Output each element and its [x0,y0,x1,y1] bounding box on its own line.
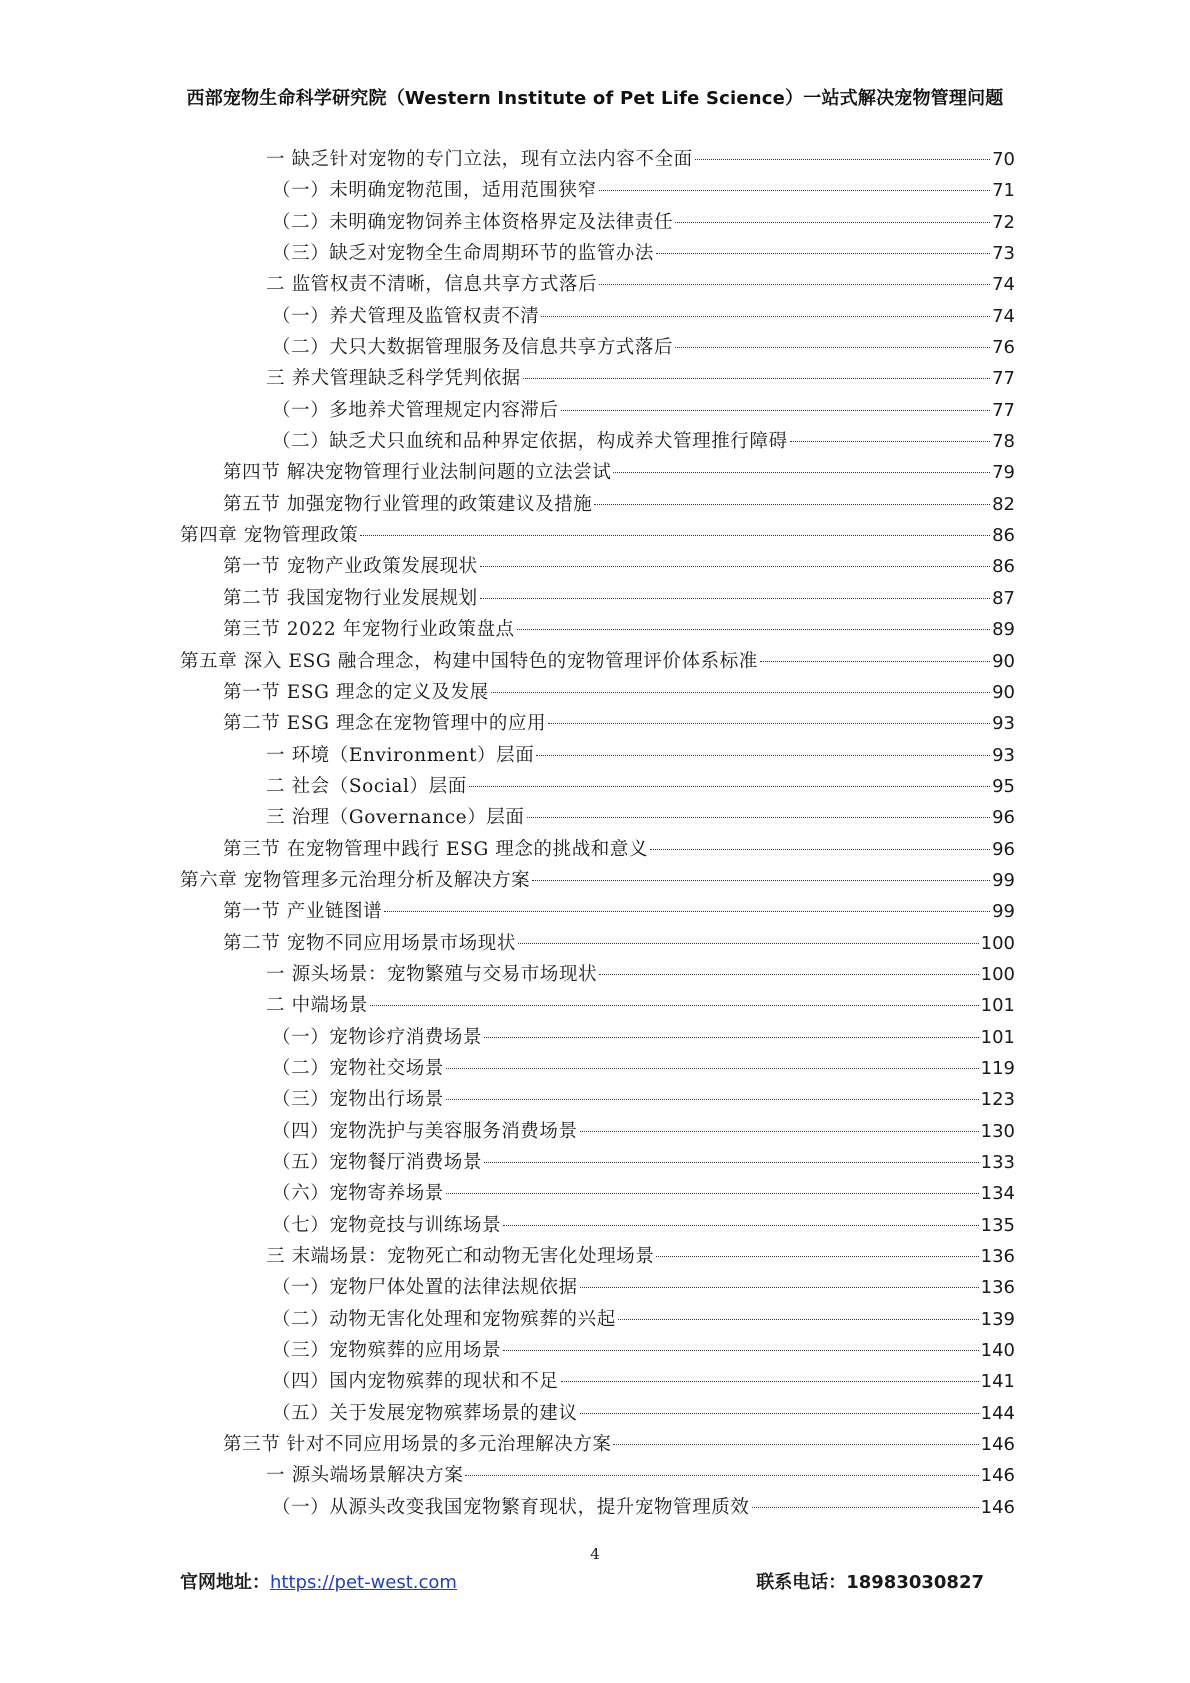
toc-dot-leader [446,1068,979,1069]
toc-entry-title: 三 末端场景：宠物死亡和动物无害化处理场景 [266,1246,655,1268]
toc-entry-page: 146 [980,1465,1015,1487]
toc-entry-title: 第一节 产业链图谱 [223,901,383,923]
toc-entry[interactable] [180,175,1015,206]
toc-dot-leader [580,1287,979,1288]
toc-entry[interactable] [180,1178,1015,1209]
toc-dot-leader [517,629,990,630]
toc-entry-title: （一）多地养犬管理规定内容滞后 [272,399,559,421]
toc-entry-page: 96 [992,807,1015,829]
toc-entry-title: 第四章 宠物管理政策 [180,525,359,547]
toc-entry[interactable] [180,1398,1015,1429]
toc-dot-leader [446,1193,979,1194]
toc-dot-leader [484,1162,979,1163]
toc-entry-page: 74 [992,274,1015,296]
toc-entry-title: （三）宠物出行场景 [272,1089,444,1111]
toc-entry[interactable] [180,1022,1015,1053]
toc-entry-page: 86 [992,525,1015,547]
toc-entry[interactable] [180,301,1015,332]
toc-entry-page: 90 [992,681,1015,703]
toc-entry-title: 第二节 ESG 理念在宠物管理中的应用 [223,713,547,735]
toc-entry[interactable] [180,457,1015,488]
toc-entry-page: 101 [980,1026,1015,1048]
toc-entry-title: 一 缺乏针对宠物的专门立法，现有立法内容不全面 [266,149,693,170]
toc-entry-title: 第五章 深入 ESG 融合理念，构建中国特色的宠物管理评价体系标准 [180,650,758,672]
toc-dot-leader [480,598,990,599]
toc-dot-leader [518,943,979,944]
toc-entry-title: 二 中端场景 [266,995,368,1017]
toc-entry-title: （四）宠物洗护与美容服务消费场景 [272,1120,578,1142]
toc-entry-page: 123 [980,1089,1015,1111]
toc-entry-page: 87 [992,587,1015,609]
toc-entry-title: （二）犬只大数据管理服务及信息共享方式落后 [272,337,674,359]
toc-entry[interactable] [180,928,1015,959]
toc-entry-page: 78 [992,431,1015,453]
page-header: 西部宠物生命科学研究院（Western Institute of Pet Life Science）一站式解决宠物管理问题 [186,88,1004,109]
toc-entry-title: 一 源头场景：宠物繁殖与交易市场现状 [266,963,598,985]
toc-dot-leader [561,410,991,411]
footer-website [180,1568,457,1594]
phone-label: 联系电话： [756,1572,847,1593]
toc-dot-leader [384,911,990,912]
toc-entry[interactable] [180,1116,1015,1147]
toc-entry[interactable] [180,1053,1015,1084]
toc-dot-leader [491,692,990,693]
toc-entry-page: 93 [992,713,1015,735]
website-link[interactable]: https://pet-west.com [270,1572,457,1593]
toc-dot-leader [599,284,990,285]
toc-entry-title: （一）宠物诊疗消费场景 [272,1026,483,1048]
toc-entry-page: 136 [980,1246,1015,1268]
toc-entry-page: 95 [992,775,1015,797]
toc-dot-leader [594,504,990,505]
toc-dot-leader [480,566,990,567]
toc-dot-leader [613,472,990,473]
toc-entry[interactable] [180,990,1015,1021]
toc-entry-page: 139 [980,1308,1015,1330]
page-number: 4 [590,1545,600,1563]
toc-entry-page: 76 [992,337,1015,359]
toc-entry-title: （一）未明确宠物范围，适用范围狭窄 [272,180,597,202]
toc-entry-page: 135 [980,1214,1015,1236]
toc-entry[interactable] [180,583,1015,614]
toc-entry[interactable] [180,614,1015,645]
toc-entry[interactable] [180,238,1015,269]
phone-number: 18983030827 [846,1572,984,1593]
toc-entry-title: （四）国内宠物殡葬的现状和不足 [272,1371,559,1393]
toc-entry[interactable] [180,771,1015,802]
toc-entry-title: （六）宠物寄养场景 [272,1183,444,1205]
toc-entry-title: 第三节 2022 年宠物行业政策盘点 [223,619,515,641]
toc-entry-title: （三）宠物殡葬的应用场景 [272,1340,502,1362]
toc-entry-page: 136 [980,1277,1015,1299]
toc-entry-page: 101 [980,995,1015,1017]
toc-dot-leader [541,316,990,317]
toc-entry-title: 第五节 加强宠物行业管理的政策建议及措施 [223,493,593,515]
toc-entry-page: 99 [992,901,1015,923]
toc-entry-title: 第一节 ESG 理念的定义及发展 [223,681,489,703]
toc-entry[interactable] [180,1429,1015,1460]
toc-entry-title: （二）未明确宠物饲养主体资格界定及法律责任 [272,211,674,233]
toc-dot-leader [503,1225,978,1226]
toc-entry-title: 第三节 在宠物管理中践行 ESG 理念的挑战和意义 [223,838,649,860]
toc-entry-page: 133 [980,1152,1015,1173]
toc-entry[interactable] [180,269,1015,300]
toc-entry[interactable] [180,144,1015,175]
toc-entry[interactable] [180,363,1015,394]
toc-dot-leader [465,1475,978,1476]
toc-entry-page: 100 [980,932,1015,954]
toc-entry-page: 86 [992,556,1015,578]
toc-dot-leader [370,1005,979,1006]
toc-entry-page: 74 [992,305,1015,327]
toc-dot-leader [446,1099,979,1100]
toc-entry-page: 144 [980,1402,1015,1424]
toc-entry-title: （二）缺乏犬只血统和品种界定依据，构成养犬管理推行障碍 [272,431,788,453]
toc-entry-title: 第二节 宠物不同应用场景市场现状 [223,932,516,954]
toc-entry[interactable] [180,1366,1015,1397]
toc-dot-leader [675,347,990,348]
toc-entry[interactable] [180,896,1015,927]
toc-entry-title: 第四节 解决宠物管理行业法制问题的立法尝试 [223,462,612,484]
toc-entry-page: 77 [992,399,1015,421]
toc-dot-leader [503,1350,978,1351]
toc-entry-page: 93 [992,744,1015,766]
toc-entry-page: 141 [980,1371,1015,1393]
toc-dot-leader [360,535,990,536]
toc-entry-page: 79 [992,462,1015,484]
toc-entry-title: （三）缺乏对宠物全生命周期环节的监管办法 [272,243,655,265]
toc-entry[interactable] [180,1147,1015,1178]
toc-entry-title: （五）关于发展宠物殡葬场景的建议 [272,1402,578,1424]
toc-entry-title: （七）宠物竞技与训练场景 [272,1214,502,1236]
toc-dot-leader [527,817,991,818]
toc-entry[interactable] [180,865,1015,896]
toc-entry-page: 82 [992,493,1015,515]
toc-entry[interactable] [180,1304,1015,1335]
toc-dot-leader [618,1319,979,1320]
toc-dot-leader [650,849,990,850]
toc-dot-leader [561,1381,979,1382]
toc-entry[interactable] [180,520,1015,551]
toc-dot-leader [613,1444,978,1445]
toc-entry-page: 77 [992,368,1015,390]
toc-entry-title: （二）宠物社交场景 [272,1057,444,1079]
toc-entry[interactable] [180,332,1015,363]
toc-entry-page: 70 [992,149,1015,170]
toc-dot-leader [484,1037,979,1038]
toc-entry-title: 三 养犬管理缺乏科学凭判依据 [266,368,521,390]
toc-entry-page: 130 [980,1120,1015,1142]
toc-dot-leader [599,974,978,975]
toc-entry[interactable] [180,646,1015,677]
toc-entry[interactable] [180,1460,1015,1491]
toc-entry[interactable] [180,1492,1015,1523]
toc-dot-leader [695,159,990,160]
toc-entry-title: （一）宠物尸体处置的法律法规依据 [272,1277,578,1299]
toc-dot-leader [752,1507,979,1508]
toc-entry-page: 89 [992,619,1015,641]
toc-dot-leader [536,755,990,756]
toc-entry-title: 二 监管权责不清晰，信息共享方式落后 [266,274,598,296]
toc-dot-leader [580,1131,979,1132]
toc-dot-leader [599,190,990,191]
toc-entry[interactable] [180,1335,1015,1366]
toc-entry[interactable] [180,395,1015,426]
toc-entry-title: 第三节 针对不同应用场景的多元治理解决方案 [223,1434,612,1456]
toc-dot-leader [790,441,990,442]
toc-entry-title: 三 治理（Governance）层面 [266,807,525,829]
toc-entry-page: 71 [992,180,1015,202]
toc-entry-page: 90 [992,650,1015,672]
toc-entry-page: 73 [992,243,1015,265]
toc-entry-title: 第一节 宠物产业政策发展现状 [223,556,478,578]
toc-dot-leader [532,880,990,881]
toc-entry[interactable] [180,802,1015,833]
toc-entry[interactable] [180,1272,1015,1303]
toc-entry-page: 99 [992,869,1015,891]
toc-entry-page: 72 [992,211,1015,233]
toc-entry[interactable] [180,1084,1015,1115]
toc-entry[interactable] [180,959,1015,990]
toc-dot-leader [675,222,990,223]
toc-entry[interactable] [180,489,1015,520]
toc-entry[interactable] [180,1210,1015,1241]
toc-entry-title: 一 环境（Environment）层面 [266,744,535,766]
toc-entry-page: 146 [980,1496,1015,1518]
toc-entry-page: 134 [980,1183,1015,1205]
toc-dot-leader [580,1413,979,1414]
toc-entry[interactable] [180,740,1015,771]
toc-dot-leader [656,1256,978,1257]
toc-entry-title: （一）养犬管理及监管权责不清 [272,305,540,327]
toc-entry-title: 二 社会（Social）层面 [266,775,467,797]
toc-entry[interactable] [180,834,1015,865]
toc-dot-leader [656,253,990,254]
toc-entry[interactable] [180,1241,1015,1272]
toc-entry[interactable] [180,551,1015,582]
toc-entry-title: 第六章 宠物管理多元治理分析及解决方案 [180,869,531,891]
toc-entry-title: （二）动物无害化处理和宠物殡葬的兴起 [272,1308,616,1330]
toc-entry[interactable] [180,426,1015,457]
website-label: 官网地址： [180,1572,270,1593]
toc-entry[interactable] [180,677,1015,708]
table-of-contents [180,144,1015,1523]
footer-phone [756,1568,984,1594]
toc-entry-title: 第二节 我国宠物行业发展规划 [223,587,478,609]
toc-entry[interactable] [180,207,1015,238]
toc-entry-title: （五）宠物餐厅消费场景 [272,1152,483,1173]
toc-dot-leader [469,786,990,787]
toc-entry-page: 96 [992,838,1015,860]
toc-entry-page: 140 [980,1340,1015,1362]
toc-entry[interactable] [180,708,1015,739]
toc-dot-leader [523,378,990,379]
toc-entry-title: （一）从源头改变我国宠物繁育现状，提升宠物管理质效 [272,1496,750,1518]
toc-entry-title: 一 源头端场景解决方案 [266,1465,464,1487]
toc-entry-page: 119 [980,1057,1015,1079]
toc-dot-leader [760,661,990,662]
toc-entry-page: 100 [980,963,1015,985]
toc-entry-page: 146 [980,1434,1015,1456]
toc-dot-leader [548,723,990,724]
